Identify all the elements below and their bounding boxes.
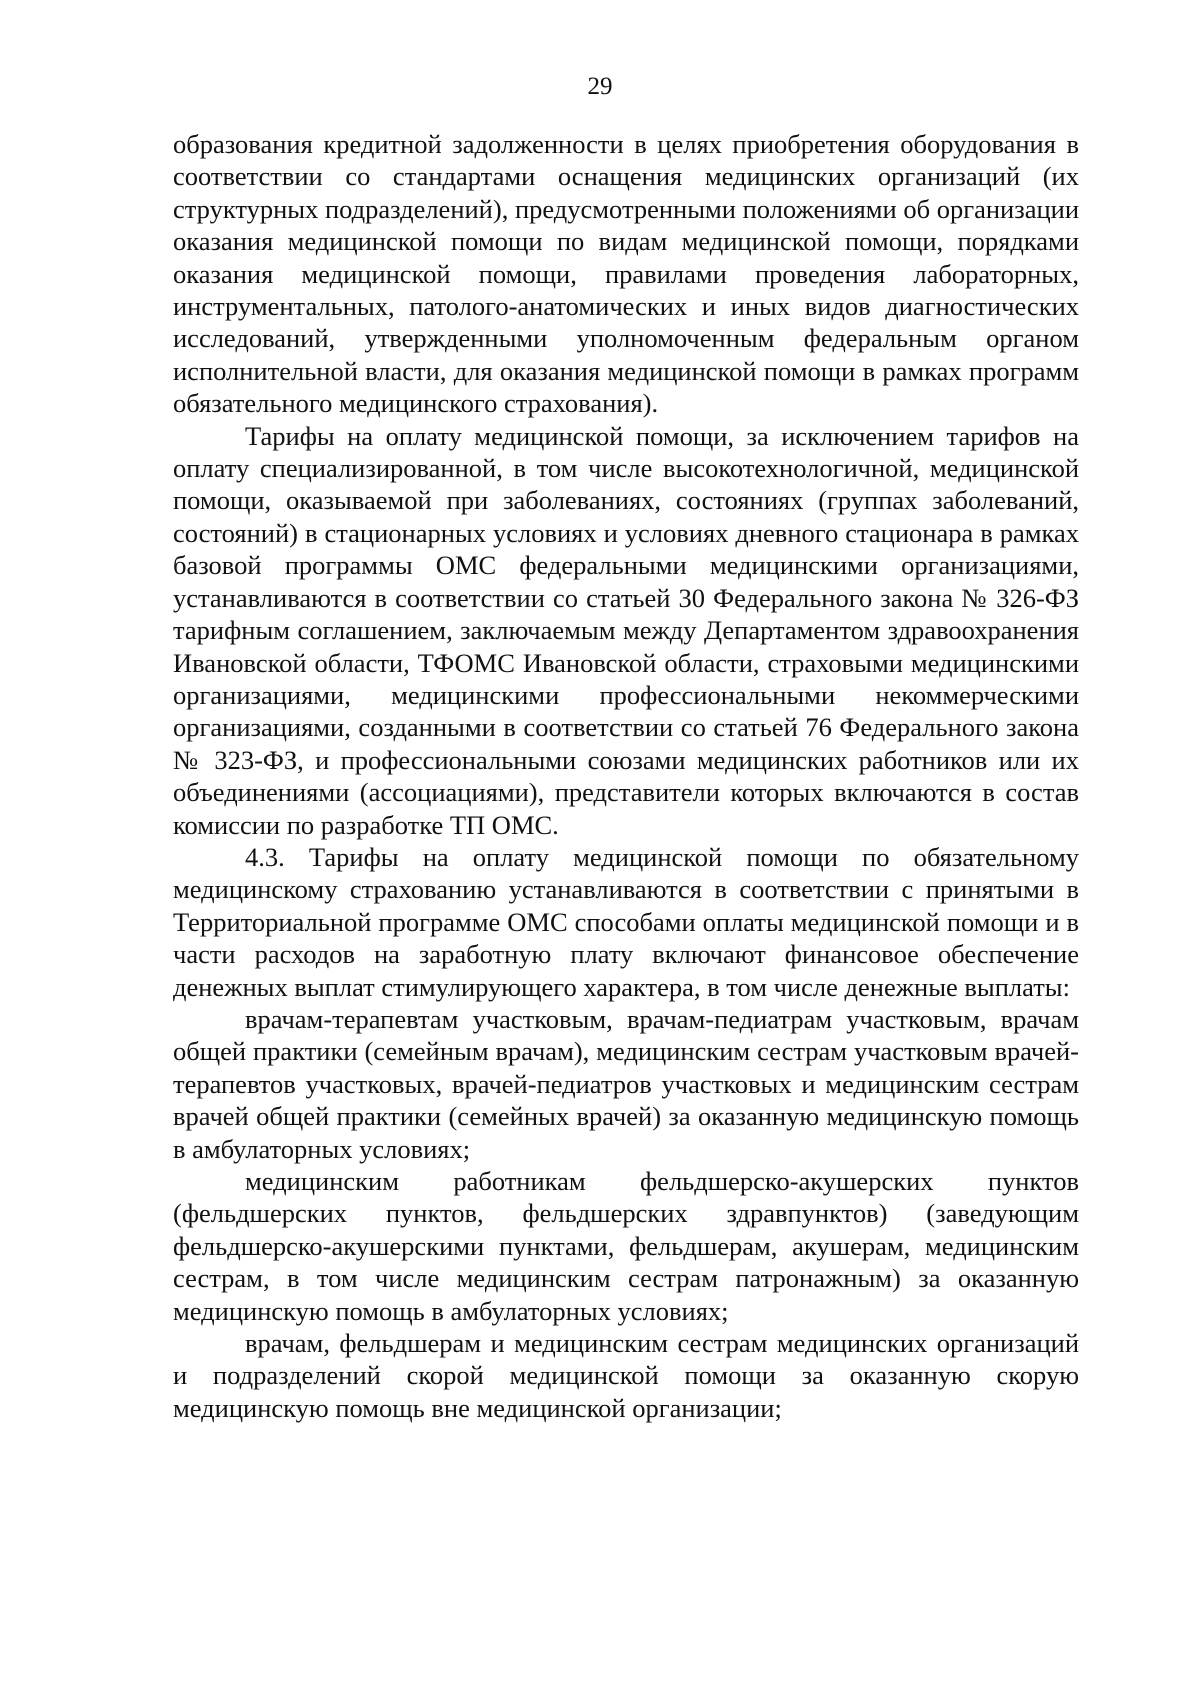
paragraph-section-4-3: 4.3. Тарифы на оплату медицинской помощи по обязательному медицинскому страхованию устанавливаются в соответствии с принятыми в Территориальной программе ОМС способами оплаты медицинской помощи и в части расходов на заработную плату включают финансовое обеспечение денежных выплат стимулирующего характера, в том числе денежные выплаты: <box>173 841 1079 1002</box>
document-body <box>173 128 1079 1424</box>
paragraph-tariffs: Тарифы на оплату медицинской помощи, за исключением тарифов на оплату специализированной, в том числе высокотехнологичной, медицинской помощи, оказываемой при заболеваниях, состояниях (группах заболеваний, состояний) в стационарных условиях и условиях дневного стационара в рамках базовой программы ОМС федеральными медицинскими организациями, устанавливаются в соответствии со статьей 30 Федерального закона № 326-ФЗ тарифным соглашением, заключаемым между Департаментом здравоохранения Ивановской области, ТФОМС Ивановской области, страховыми медицинскими организациями, медицинскими профессиональными некоммерческими организациями, созданными в соответствии со статьей 76 Федерального закона № 323-ФЗ, и профессиональными союзами медицинских работников или их объединениями (ассоциациями), представители которых включаются в состав комиссии по разработке ТП ОМС. <box>173 420 1079 840</box>
page-number: 29 <box>587 73 613 100</box>
paragraph-list-item-physicians: врачам-терапевтам участковым, врачам-педиатрам участковым, врачам общей практики (семейным врачам), медицинским сестрам участковым врачей-терапевтов участковых, врачей-педиатров участковых и медицинским сестрам врачей общей практики (семейных врачей) за оказанную медицинскую помощь в амбулаторных условиях; <box>173 1003 1079 1164</box>
paragraph-list-item-feldsher-points: медицинским работникам фельдшерско-акушерских пунктов (фельдшерских пунктов, фельдшерских здравпунктов) (заведующим фельдшерско-акушерскими пунктами, фельдшерам, акушерам, медицинским сестрам, в том числе медицинским сестрам патронажным) за оказанную медицинскую помощь в амбулаторных условиях; <box>173 1166 1079 1326</box>
paragraph-list-item-emergency: врачам, фельдшерам и медицинским сестрам медицинских организаций и подразделений скорой медицинской помощи за оказанную скорую медицинскую помощь вне медицинской организации; <box>173 1328 1079 1423</box>
paragraph-continuation: образования кредитной задолженности в целях приобретения оборудования в соответствии со стандартами оснащения медицинских организаций (их структурных подразделений), предусмотренными положениями об организации оказания медицинской помощи по видам медицинской помощи, порядками оказания медицинской помощи, правилами проведения лабораторных, инструментальных, патолого-анатомических и иных видов диагностических исследований, утвержденными уполномоченным федеральным органом исполнительной власти, для оказания медицинской помощи в рамках программ обязательного медицинского страхования). <box>173 129 1079 419</box>
